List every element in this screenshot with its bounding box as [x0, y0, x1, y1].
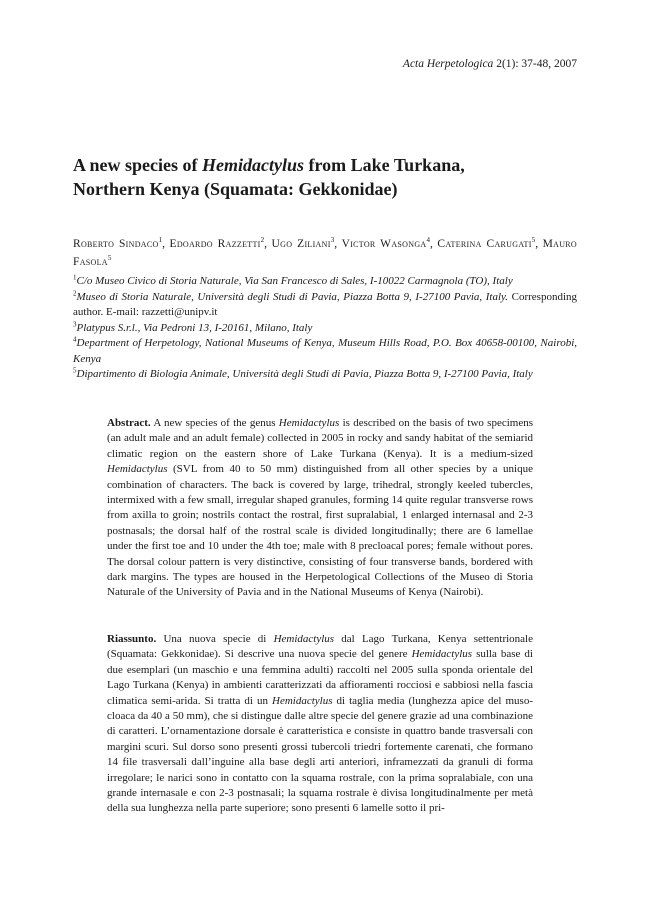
riassunto-genus: Hemidactylus	[411, 648, 473, 661]
author-sup: 1	[158, 236, 163, 245]
author-sup: 2	[260, 236, 265, 245]
abstract-text: A new species of the genus	[150, 417, 279, 429]
affiliation-1	[73, 274, 577, 290]
author	[272, 238, 342, 250]
author-name: Ugo Ziliani	[271, 238, 331, 250]
author-sup: 3	[330, 236, 335, 245]
affiliation-text: Museo di Storia Naturale, Università degli Studi di Pavia, Piazza Botta 9, I-27100 Pavia, Italy.	[76, 290, 509, 303]
journal-citation	[403, 58, 577, 70]
author-separator: ,	[162, 238, 170, 250]
abstract	[107, 416, 533, 601]
author-sup: 5	[531, 236, 536, 245]
riassunto-text: sulla base di due esemplari (un maschio e una femmina adulti) raccolti nel 2005 sulla sponda orientale del Lago Turkana (Kenya) in ambienti caratterizzati da affioramenti rocciosi e sabbiosi nella fascia climatica semi-arida. Si tratta di un	[107, 648, 533, 707]
corresponding-author: Corresponding author. E-mail: razzetti@unipv.it	[73, 290, 577, 318]
author-separator: ,	[535, 238, 543, 250]
riassunto-genus: Hemidactylus	[273, 633, 335, 645]
affiliation-text: C/o Museo Civico di Storia Naturale, Via San Francesco di Sales, I-10022 Carmagnola (TO), Italy	[76, 275, 513, 287]
author-sup: 5	[107, 253, 112, 262]
author	[170, 238, 272, 250]
title-part2: from Lake Turkana,	[304, 155, 465, 175]
author-name: Edoardo Razzetti	[169, 238, 261, 250]
riassunto	[107, 632, 533, 817]
riassunto-label: Riassunto.	[107, 633, 157, 645]
affiliation-sup: 5	[73, 366, 77, 375]
affiliation-sup: 4	[73, 335, 77, 344]
author	[437, 238, 542, 250]
affiliation-2	[73, 290, 577, 321]
riassunto-text: dal Lago Turkana, Kenya settentrionale (Squamata: Gekkonidae). Si descrive una nuova specie del genere	[107, 633, 533, 661]
title-line2: Northern Kenya (Squamata: Gekkonidae)	[73, 179, 398, 199]
affiliations	[73, 274, 577, 383]
affiliation-text: Dipartimento di Biologia Animale, Università degli Studi di Pavia, Piazza Botta 9, I-27100 Pavia, Italy	[76, 368, 533, 380]
paper-title	[73, 153, 593, 201]
abstract-text: is described on the basis of two specimens (an adult male and an adult female) collected in 2005 in rocky and sandy habitat of the semiarid climatic region on the eastern shore of Lake Turkana (Kenya). It is a medium-sized	[107, 417, 533, 460]
affiliation-sup: 3	[73, 319, 77, 328]
affiliation-text: Department of Herpetology, National Museums of Kenya, Museum Hills Road, P.O. Box 40658-00100, Nairobi, Kenya	[73, 337, 577, 365]
author-name: Roberto Sindaco	[73, 238, 159, 250]
author-list	[73, 236, 577, 271]
author-name: Victor Wasonga	[341, 238, 427, 250]
author-separator: ,	[334, 238, 342, 250]
affiliation-3	[73, 321, 577, 337]
author	[342, 238, 438, 250]
riassunto-genus: Hemidactylus	[272, 694, 333, 707]
author-sup: 4	[426, 236, 430, 245]
author-name: Caterina Carugati	[437, 238, 532, 250]
affiliation-text: Platypus S.r.l., Via Pedroni 13, I-20161, Milano, Italy	[76, 321, 313, 334]
affiliation-4	[73, 336, 577, 367]
author	[73, 238, 170, 250]
affiliation-5	[73, 367, 577, 383]
abstract-genus: Hemidactylus	[278, 417, 340, 429]
author-name: Mauro Fasola	[73, 238, 577, 268]
title-genus: Hemidactylus	[202, 155, 304, 175]
abstract-genus: Hemidactylus	[107, 463, 168, 476]
journal-ref: 2(1): 37-48, 2007	[493, 58, 577, 70]
affiliation-sup: 2	[73, 288, 77, 297]
abstract-label: Abstract.	[107, 417, 151, 429]
author-separator: ,	[429, 238, 438, 250]
affiliation-sup: 1	[73, 273, 77, 282]
riassunto-text: di taglia media (lunghezza apice del muso-cloaca da 40 a 50 mm), che si distingue dalle altre specie del genere grazie ad una combinazione di caratteri. L’ornamentazione dorsale è caratteristica e consiste in quattro bande trasversali con margini scuri. Sul dorso sono presenti grossi tubercoli triedri fortemente carenati, che formano 14 file trasversali dall’inguine alla base degli arti anteriori, inframezzati da granuli di forma irregolare; le narici sono in contatto con la squama rostrale, con la prima sopralabiale, con una grande internasale e con 2-3 postnasali; la squama rostrale è divisa longitudinalmente per metà della sua lunghezza nella parte superiore; sono presenti 6 lamelle sotto il pri-	[107, 694, 533, 815]
riassunto-text: Una nuova specie di	[156, 633, 274, 645]
author-separator: ,	[264, 238, 272, 250]
title-part1: A new species of	[73, 155, 202, 175]
abstract-text: (SVL from 40 to 50 mm) distinguished from all other species by a unique combination of characters. The back is covered by large, trihedral, strongly keeled tubercles, intermixed with a few small, irregular shaped granules, forming 14 quite regular transverse rows from axilla to groin; nostrils contact the rostral, first supralabial, 1 enlarged internasal and 2-3 postnasals; the dorsal half of the rostral scale is divided longitudinally; there are 6 lamellae under the first toe and 10 under the 4th toe; male with 8 precloacal pores; female without pores. The dorsal colour pattern is very distinctive, consisting of four transverse bands, bordered with dark margins. The types are housed in the Herpetological Collections of the Museo di Storia Naturale of the University of Pavia and in the National Museums of Kenya (Nairobi).	[107, 463, 533, 599]
journal-name: Acta Herpetologica	[402, 58, 494, 70]
